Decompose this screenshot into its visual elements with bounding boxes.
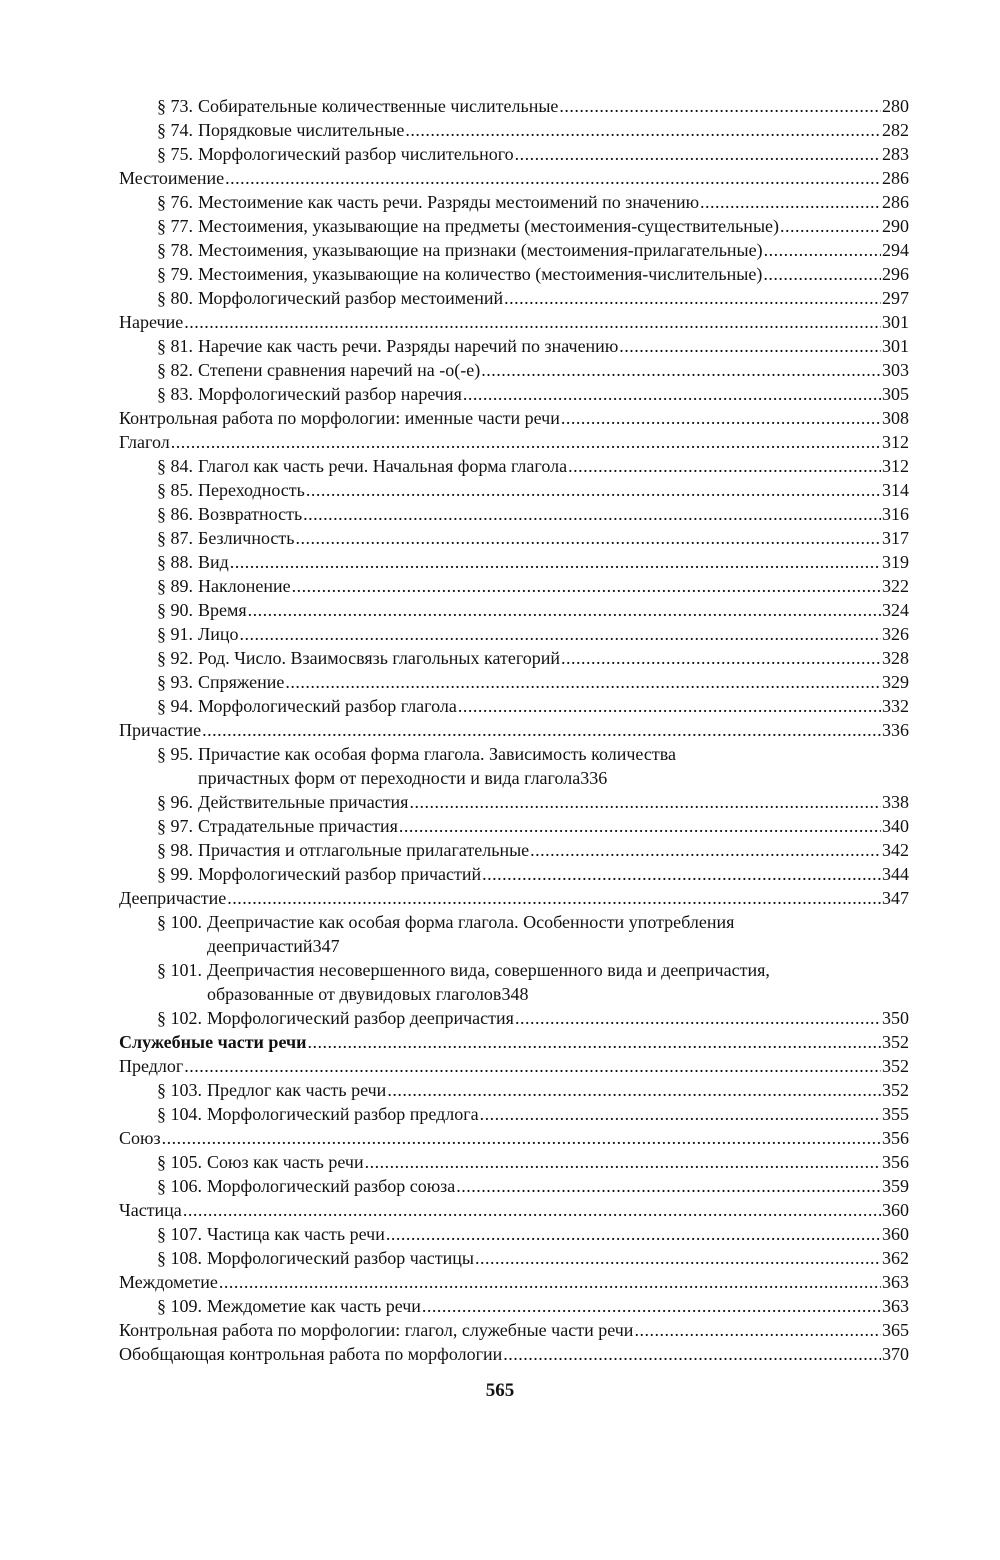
dot-leader [303, 502, 881, 526]
dot-leader [386, 1222, 881, 1246]
entry-page-number: 363 [882, 1272, 909, 1292]
toc-entry [119, 214, 909, 238]
page-number: 565 [485, 1380, 515, 1401]
entry-title: Союз как часть речи [207, 1152, 364, 1172]
entry-page-number: 301 [882, 336, 909, 356]
section-number: § 103. [157, 1080, 202, 1100]
dot-leader [227, 886, 881, 910]
entry-page-number: 329 [882, 672, 909, 692]
toc-chapter [119, 310, 909, 334]
dot-leader [184, 1054, 881, 1078]
entry-page-number: 314 [882, 480, 909, 500]
toc-entry [119, 526, 909, 550]
entry-title: Междометие [119, 1272, 218, 1292]
entry-title: Морфологический разбор причастий [198, 864, 482, 884]
entry-title: Порядковые числительные [198, 120, 405, 140]
section-number: § 92. [157, 648, 193, 668]
section-number: § 83. [157, 384, 193, 404]
entry-page-number: 356 [882, 1152, 909, 1172]
toc-entry [119, 910, 909, 958]
entry-page-number: 370 [882, 1344, 909, 1364]
entry-title: Морфологический разбор предлога [207, 1104, 479, 1124]
toc-entry [119, 382, 909, 406]
entry-title: Местоимения, указывающие на предметы (местоимения-существительные) [198, 216, 780, 236]
entry-page-number: 282 [882, 120, 909, 140]
toc-entry [119, 838, 909, 862]
dot-leader [561, 406, 881, 430]
toc-entry [119, 1294, 909, 1318]
toc-entry [119, 286, 909, 310]
dot-leader [219, 1270, 881, 1294]
section-number: § 78. [157, 240, 193, 260]
entry-page-number: 294 [882, 240, 909, 260]
toc-entry [119, 574, 909, 598]
toc-chapter [119, 886, 909, 910]
dot-leader [387, 1078, 881, 1102]
dot-leader [481, 358, 881, 382]
entry-page-number: 365 [882, 1320, 909, 1340]
dot-leader [422, 1294, 881, 1318]
dot-leader [171, 430, 881, 454]
entry-page-number: 359 [882, 1176, 909, 1196]
toc-chapter [119, 1270, 909, 1294]
dot-leader [295, 526, 881, 550]
toc-entry [119, 142, 909, 166]
entry-page-number: 322 [882, 576, 909, 596]
toc-chapter [119, 406, 909, 430]
dot-leader [482, 862, 881, 886]
toc-entry [119, 694, 909, 718]
section-number: § 89. [157, 576, 193, 596]
entry-title: Морфологический разбор глагола [198, 696, 457, 716]
entry-title: Местоимение как часть речи. Разряды местоимений по значению [198, 192, 700, 212]
dot-leader [230, 550, 881, 574]
toc-entry [119, 622, 909, 646]
toc-entry [119, 502, 909, 526]
entry-title: Союз [119, 1128, 161, 1148]
dot-leader [184, 310, 881, 334]
toc-entry [119, 1246, 909, 1270]
toc-chapter [119, 1054, 909, 1078]
toc-entry [119, 94, 909, 118]
section-number: § 74. [157, 120, 193, 140]
section-number: § 75. [157, 144, 193, 164]
entry-title-line1: Причастие как особая форма глагола. Зависимость количества [198, 744, 676, 764]
entry-title: Собирательные количественные числительные [198, 96, 559, 116]
toc-chapter [119, 1342, 909, 1366]
dot-leader [183, 1198, 881, 1222]
dot-leader [619, 334, 881, 358]
toc-entry [119, 1222, 909, 1246]
section-number: § 77. [157, 216, 193, 236]
entry-title: Морфологический разбор деепричастия [207, 1008, 514, 1028]
toc-entry [119, 358, 909, 382]
section-number: § 79. [157, 264, 193, 284]
entry-page-number: 355 [882, 1104, 909, 1124]
entry-title: Наклонение [198, 576, 291, 596]
section-number: § 80. [157, 288, 193, 308]
toc-entry [119, 190, 909, 214]
dot-leader [239, 622, 881, 646]
entry-page-number: 286 [882, 192, 909, 212]
dot-leader [458, 694, 881, 718]
entry-page-number: 280 [882, 96, 909, 116]
dot-leader [634, 1318, 881, 1342]
toc-entry [119, 958, 909, 1006]
entry-title: Морфологический разбор местоимений [198, 288, 504, 308]
section-number: § 102. [157, 1008, 202, 1028]
entry-title: Морфологический разбор наречия [198, 384, 462, 404]
section-number: § 93. [157, 672, 193, 692]
dot-leader [308, 1030, 881, 1054]
toc-chapter [119, 1198, 909, 1222]
entry-title-line1: Деепричастия несовершенного вида, совершенного вида и деепричастия, [207, 960, 770, 980]
toc-entry [119, 598, 909, 622]
entry-page-number: 301 [882, 312, 909, 332]
entry-title-line1: Деепричастие как особая форма глагола. Особенности употребления [207, 912, 735, 932]
entry-page-number: 316 [882, 504, 909, 524]
dot-leader [480, 1102, 881, 1126]
entry-page-number: 312 [882, 432, 909, 452]
entry-page-number: 326 [882, 624, 909, 644]
section-number: § 81. [157, 336, 193, 356]
entry-title: Спряжение [198, 672, 285, 692]
entry-page-number: 286 [882, 168, 909, 188]
entry-page-number: 319 [882, 552, 909, 572]
entry-page-number: 348 [501, 984, 529, 1004]
section-number: § 76. [157, 192, 193, 212]
entry-page-number: 324 [882, 600, 909, 620]
dot-leader [763, 262, 881, 286]
entry-page-number: 362 [882, 1248, 909, 1268]
entry-title: Деепричастие [119, 888, 227, 908]
entry-page-number: 305 [882, 384, 909, 404]
entry-title: Обобщающая контрольная работа по морфологии [119, 1344, 503, 1364]
dot-leader [530, 838, 881, 862]
entry-page-number: 363 [882, 1296, 909, 1316]
section-number: § 109. [157, 1296, 202, 1316]
dot-leader [292, 574, 881, 598]
dot-leader [306, 478, 881, 502]
entry-title-line2: образованные от двувидовых глаголов [207, 984, 502, 1004]
entry-title: Действительные причастия [198, 792, 409, 812]
entry-title: Глагол [119, 432, 170, 452]
section-number: § 82. [157, 360, 193, 380]
toc-entry [119, 1078, 909, 1102]
toc-entry [119, 238, 909, 262]
section-number: § 105. [157, 1152, 202, 1172]
dot-leader [248, 598, 881, 622]
entry-title: Лицо [198, 624, 239, 644]
section-number: § 101. [157, 960, 202, 980]
section-number: § 86. [157, 504, 193, 524]
dot-leader [463, 382, 881, 406]
entry-title: Безличность [198, 528, 295, 548]
entry-title: Время [198, 600, 247, 620]
dot-leader [504, 286, 881, 310]
entry-title: Глагол как часть речи. Начальная форма глагола [198, 456, 568, 476]
dot-leader [456, 1174, 881, 1198]
entry-title: Наречие как часть речи. Разряды наречий по значению [198, 336, 619, 356]
entry-title-line2: причастных форм от переходности и вида глагола [198, 768, 581, 788]
section-number: § 97. [157, 816, 193, 836]
entry-page-number: 344 [882, 864, 909, 884]
entry-title: Причастие [119, 720, 202, 740]
toc-entry [119, 670, 909, 694]
toc-entry [119, 1174, 909, 1198]
entry-title: Морфологический разбор частицы [207, 1248, 474, 1268]
entry-title: Возвратность [198, 504, 303, 524]
entry-title: Наречие [119, 312, 184, 332]
dot-leader [561, 646, 881, 670]
section-number: § 85. [157, 480, 193, 500]
entry-title: Предлог [119, 1056, 184, 1076]
toc-entry [119, 1006, 909, 1030]
section-number: § 91. [157, 624, 193, 644]
section-number: § 90. [157, 600, 193, 620]
entry-title: Морфологический разбор числительного [198, 144, 514, 164]
toc-entry [119, 118, 909, 142]
dot-leader [405, 118, 881, 142]
entry-title: Предлог как часть речи [207, 1080, 387, 1100]
section-number: § 95. [157, 744, 193, 764]
section-number: § 99. [157, 864, 193, 884]
dot-leader [202, 718, 881, 742]
entry-title: Род. Число. Взаимосвязь глагольных категорий [198, 648, 561, 668]
entry-page-number: 340 [882, 816, 909, 836]
toc-entry [119, 742, 909, 790]
entry-title: Морфологический разбор союза [207, 1176, 456, 1196]
entry-page-number: 308 [882, 408, 909, 428]
section-number: § 106. [157, 1176, 202, 1196]
entry-page-number: 328 [882, 648, 909, 668]
section-number: § 98. [157, 840, 193, 860]
entry-page-number: 347 [312, 936, 340, 956]
dot-leader [409, 790, 881, 814]
table-of-contents [119, 94, 909, 1366]
toc-entry [119, 262, 909, 286]
dot-leader [475, 1246, 881, 1270]
entry-page-number: 317 [882, 528, 909, 548]
section-number: § 107. [157, 1224, 202, 1244]
section-number: § 87. [157, 528, 193, 548]
dot-leader [365, 1150, 881, 1174]
toc-entry [119, 1150, 909, 1174]
dot-leader [225, 166, 881, 190]
toc-entry [119, 550, 909, 574]
dot-leader [780, 214, 881, 238]
entry-title: Частица [119, 1200, 182, 1220]
entry-title: Местоимение [119, 168, 225, 188]
toc-part-heading [119, 1030, 909, 1054]
entry-title: Контрольная работа по морфологии: глагол, служебные части речи [119, 1320, 634, 1340]
entry-title: Местоимения, указывающие на количество (местоимения-числительные) [198, 264, 763, 284]
dot-leader [515, 142, 881, 166]
section-number: § 73. [157, 96, 193, 116]
dot-leader [285, 670, 881, 694]
entry-page-number: 360 [882, 1200, 909, 1220]
dot-leader [559, 94, 881, 118]
toc-chapter [119, 430, 909, 454]
entry-page-number: 350 [882, 1008, 909, 1028]
entry-title: Страдательные причастия [198, 816, 398, 836]
entry-title: Частица как часть речи [207, 1224, 385, 1244]
entry-page-number: 312 [882, 456, 909, 476]
entry-page-number: 347 [882, 888, 909, 908]
entry-title: Переходность [198, 480, 305, 500]
entry-page-number: 352 [882, 1032, 909, 1052]
toc-chapter [119, 1126, 909, 1150]
entry-page-number: 296 [882, 264, 909, 284]
entry-page-number: 336 [580, 768, 608, 788]
toc-chapter [119, 718, 909, 742]
entry-page-number: 332 [882, 696, 909, 716]
entry-page-number: 303 [882, 360, 909, 380]
toc-entry [119, 1102, 909, 1126]
toc-entry [119, 454, 909, 478]
section-number: § 96. [157, 792, 193, 812]
toc-entry [119, 334, 909, 358]
section-number: § 84. [157, 456, 193, 476]
toc-chapter [119, 1318, 909, 1342]
entry-page-number: 283 [882, 144, 909, 164]
entry-page-number: 336 [882, 720, 909, 740]
toc-entry [119, 790, 909, 814]
section-number: § 88. [157, 552, 193, 572]
entry-title: Служебные части речи [119, 1032, 307, 1052]
entry-page-number: 297 [882, 288, 909, 308]
entry-title: Вид [198, 552, 229, 572]
dot-leader [503, 1342, 881, 1366]
entry-page-number: 352 [882, 1080, 909, 1100]
entry-page-number: 356 [882, 1128, 909, 1148]
dot-leader [568, 454, 881, 478]
entry-title: Степени сравнения наречий на -о(-е) [198, 360, 481, 380]
toc-entry [119, 478, 909, 502]
toc-entry [119, 862, 909, 886]
dot-leader [399, 814, 881, 838]
dot-leader [700, 190, 881, 214]
entry-title: Контрольная работа по морфологии: именные части речи [119, 408, 560, 428]
entry-title-line2: деепричастий [207, 936, 313, 956]
entry-page-number: 352 [882, 1056, 909, 1076]
toc-entry [119, 814, 909, 838]
section-number: § 94. [157, 696, 193, 716]
entry-title: Причастия и отглагольные прилагательные [198, 840, 530, 860]
toc-chapter [119, 166, 909, 190]
section-number: § 108. [157, 1248, 202, 1268]
toc-entry [119, 646, 909, 670]
entry-page-number: 342 [882, 840, 909, 860]
entry-title: Междометие как часть речи [207, 1296, 421, 1316]
dot-leader [515, 1006, 881, 1030]
entry-page-number: 338 [882, 792, 909, 812]
section-number: § 104. [157, 1104, 202, 1124]
entry-title: Местоимения, указывающие на признаки (местоимения-прилагательные) [198, 240, 763, 260]
section-number: § 100. [157, 912, 202, 932]
dot-leader [162, 1126, 881, 1150]
entry-page-number: 290 [882, 216, 909, 236]
entry-page-number: 360 [882, 1224, 909, 1244]
dot-leader [764, 238, 881, 262]
